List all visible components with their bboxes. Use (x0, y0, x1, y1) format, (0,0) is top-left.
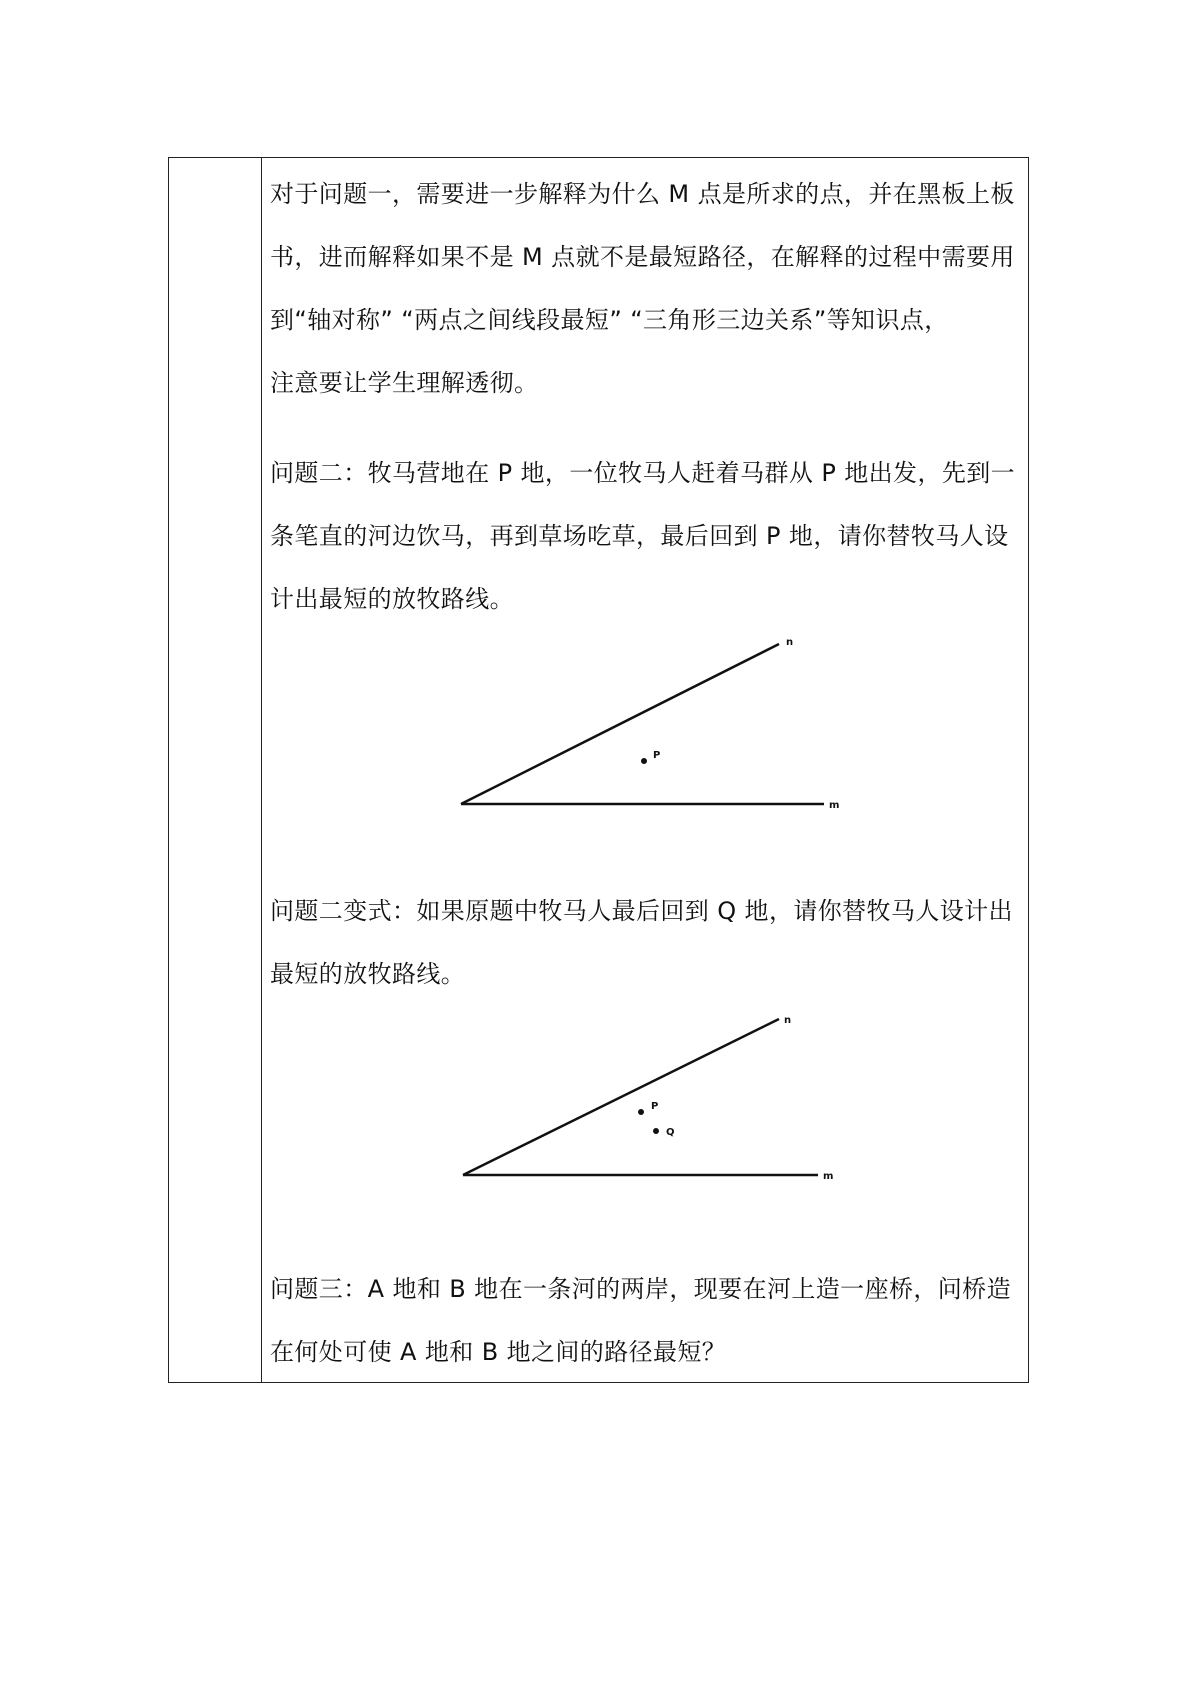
label-m: m (829, 800, 840, 810)
label-p: P (651, 1101, 659, 1112)
text-line: 最短的放牧路线。 (270, 960, 466, 988)
point-p (641, 758, 647, 764)
text-line: 到“轴对称” “两点之间线段最短” “三角形三边关系”等知识点， (270, 306, 949, 334)
label-p: P (653, 750, 661, 761)
paragraph-explanation (270, 163, 1022, 415)
text-line: 问题三：A 地和 B 地在一条河的两岸，现要在河上造一座桥，问桥造 (270, 1275, 1011, 1303)
figure-angle-with-p (440, 630, 860, 810)
paragraph-problem-two (270, 442, 1022, 631)
label-n: n (784, 1015, 792, 1026)
figure-angle-svg (440, 1005, 860, 1185)
figure-angle-with-p-q (440, 1005, 860, 1185)
paragraph-problem-three (270, 1258, 1022, 1384)
text-line: 计出最短的放牧路线。 (270, 585, 514, 613)
text-line: 对于问题一，需要进一步解释为什么 M 点是所求的点，并在黑板上板 (270, 180, 1015, 208)
text-line: 注意要让学生理解透彻。 (270, 369, 539, 397)
text-line: 在何处可使 A 地和 B 地之间的路径最短？ (270, 1338, 727, 1366)
point-p (638, 1109, 644, 1115)
label-q: Q (666, 1127, 675, 1138)
point-q (653, 1128, 659, 1134)
label-m: m (823, 1171, 834, 1182)
line-n (461, 644, 779, 804)
line-n (463, 1019, 779, 1175)
label-n: n (786, 637, 794, 648)
text-line: 书，进而解释如果不是 M 点就不是最短路径，在解释的过程中需要用 (270, 243, 1015, 271)
figure-angle-svg (440, 630, 860, 810)
paragraph-problem-two-variant (270, 880, 1022, 1006)
table-column-divider (261, 158, 262, 1382)
text-line: 条笔直的河边饮马，再到草场吃草，最后回到 P 地，请你替牧马人设 (270, 522, 1009, 550)
text-line: 问题二：牧马营地在 P 地，一位牧马人赶着马群从 P 地出发，先到一 (270, 459, 1016, 487)
text-line: 问题二变式：如果原题中牧马人最后回到 Q 地，请你替牧马人设计出 (270, 897, 1013, 925)
